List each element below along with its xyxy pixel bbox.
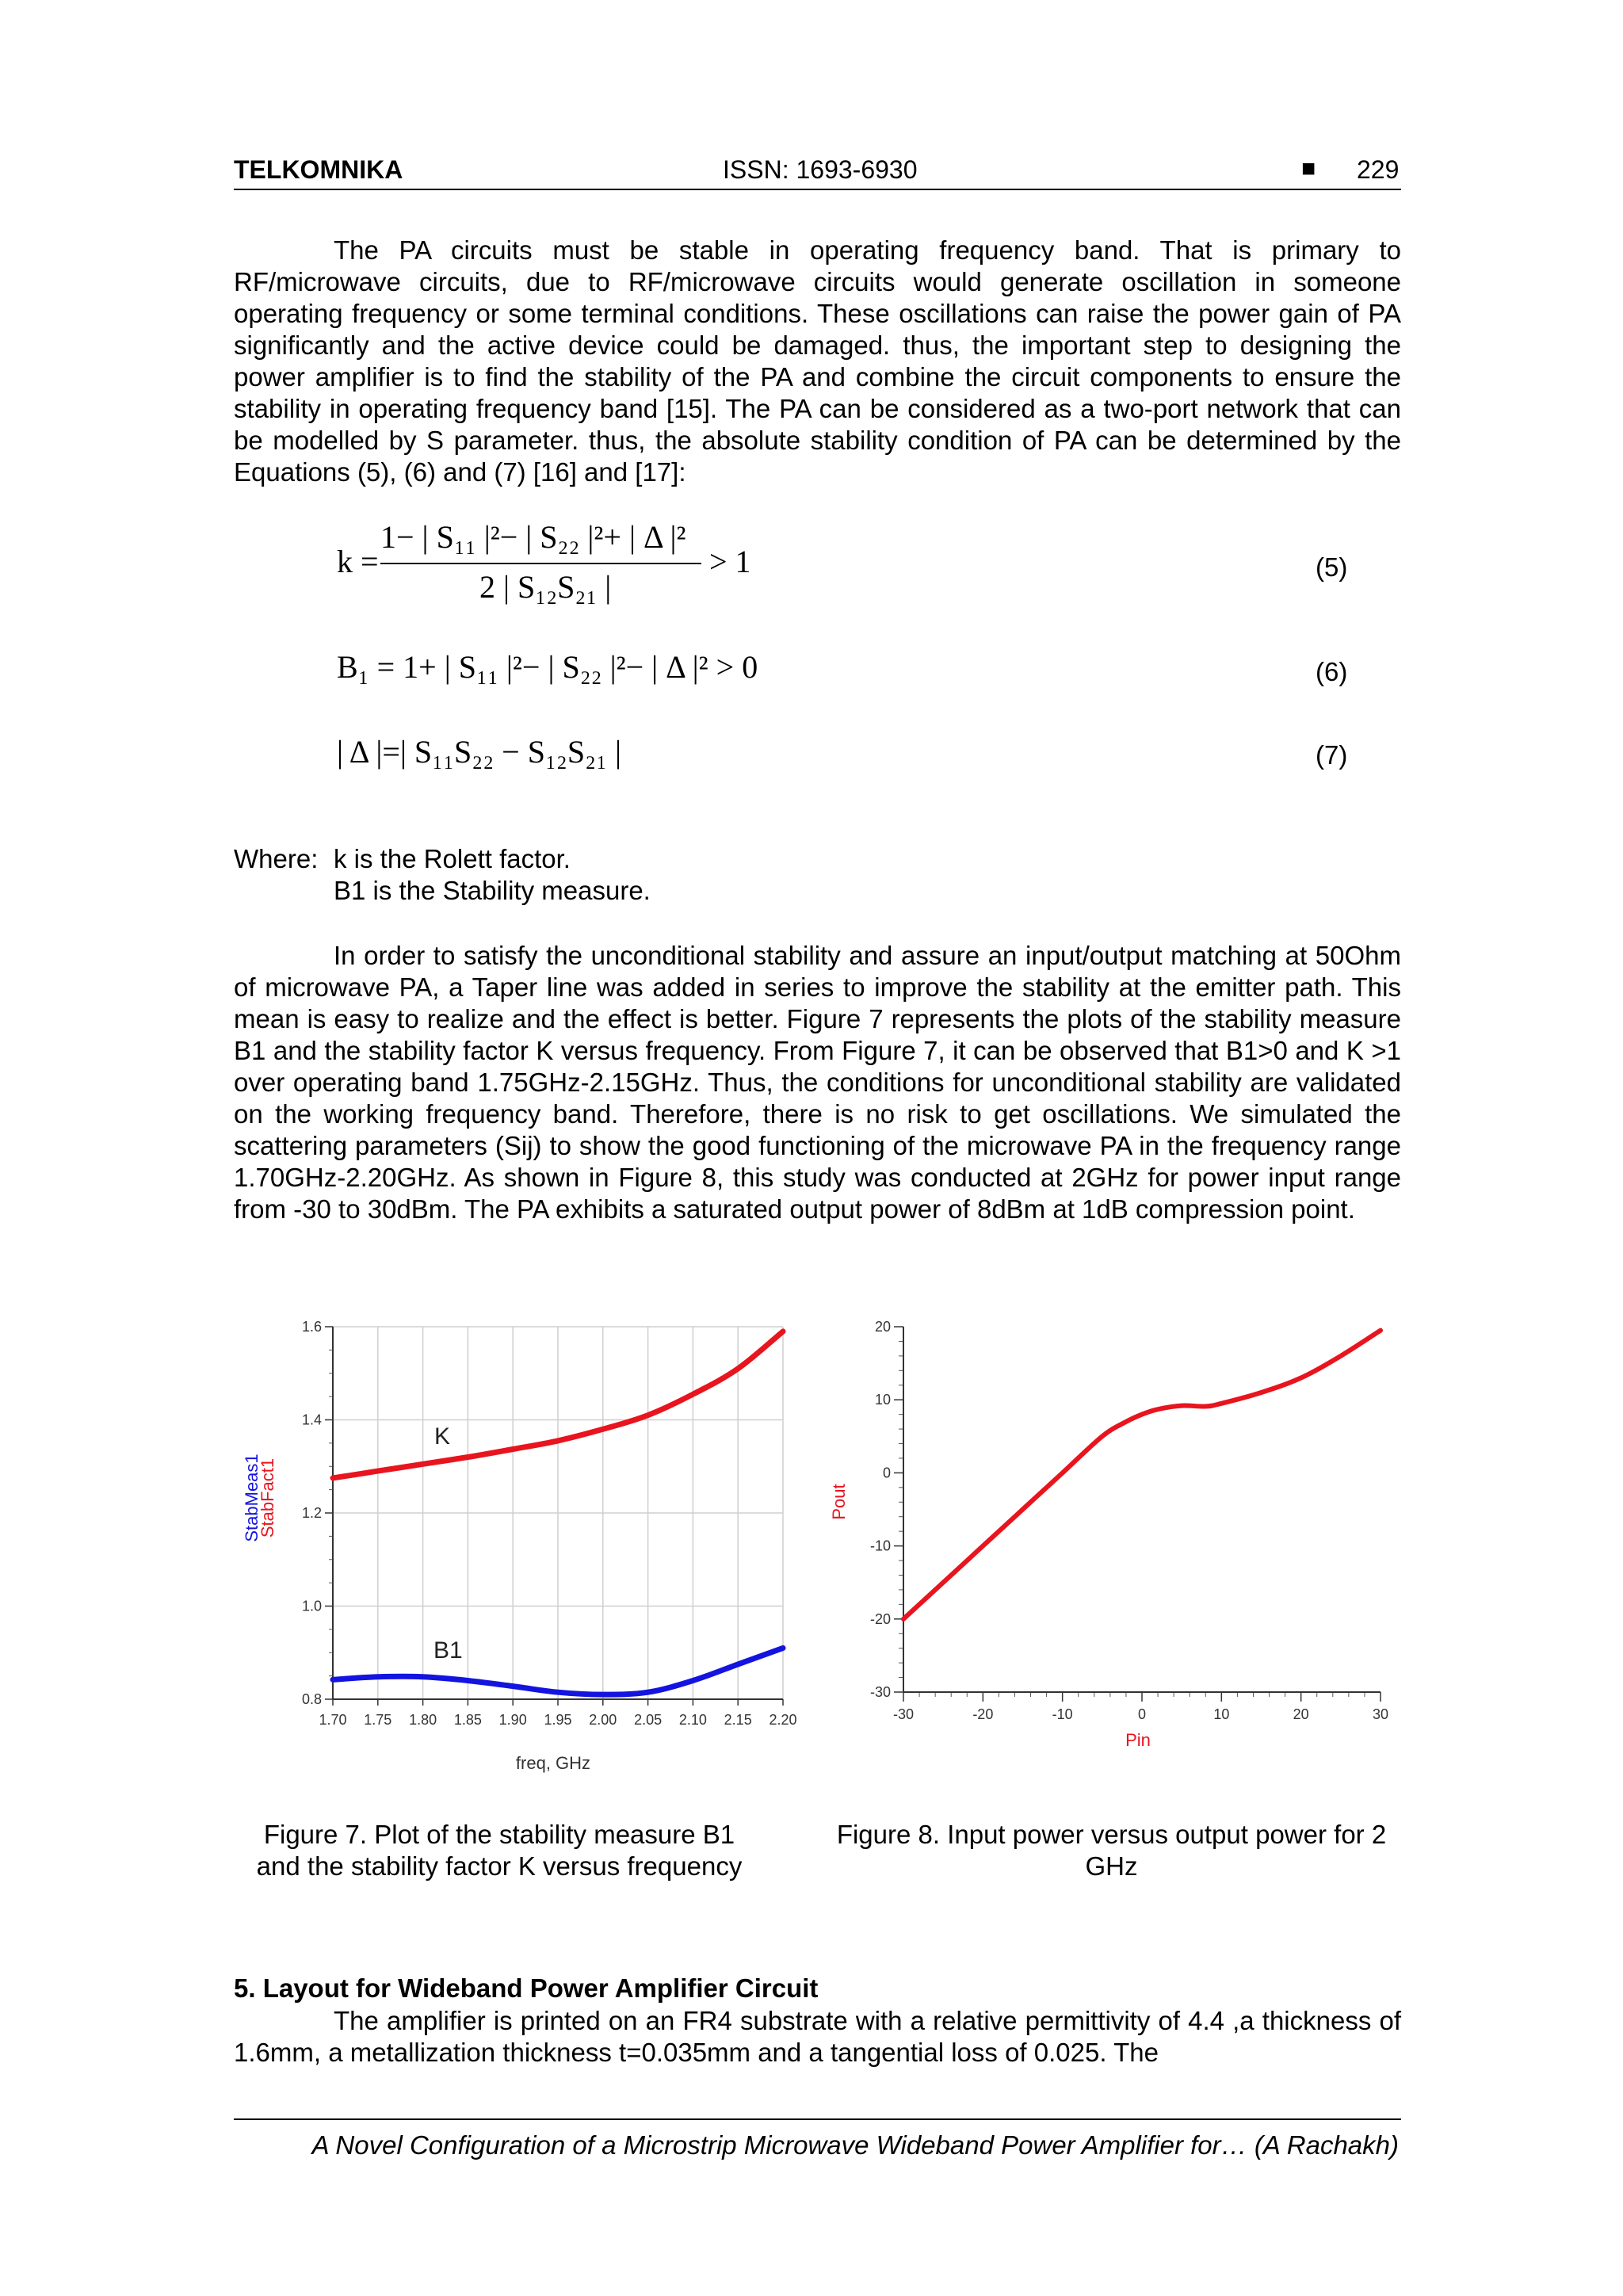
where-label: Where: [234, 844, 319, 873]
figure-7-y-label-stabmeas: StabMeas1 [242, 1454, 262, 1542]
where-definition-b1: B1 is the Stability measure. [334, 876, 651, 905]
figure-7-curve-label-k: K [434, 1423, 451, 1450]
figure-8-x-tick-label: 30 [1372, 1706, 1389, 1722]
figure-7-y-tick-label: 0.8 [301, 1691, 322, 1707]
figure-8-chart [824, 1308, 1395, 1767]
figure-8-y-tick-label: -30 [869, 1684, 891, 1700]
equation-6: B₁ = 1+ | S₁₁ |²− | S₂₂ |²− | Δ |² > 0 [337, 649, 758, 685]
figure-7-x-tick-label: 1.70 [319, 1712, 347, 1728]
figure-8-x-tick-label: -30 [892, 1706, 915, 1722]
running-journal-title: TELKOMNIKA [234, 155, 403, 184]
figure-7-x-axis-label: freq, GHz [515, 1753, 591, 1773]
figure-8-series-pout-line [903, 1331, 1381, 1619]
equation-5-fraction-bar [380, 563, 701, 564]
figure-8-caption: Figure 8. Input power versus output power for 2 GHz [836, 1820, 1387, 1881]
running-footer: A Novel Configuration of a Microstrip Microwave Wideband Power Amplifier for… (A Rachakh) [311, 2130, 1399, 2160]
footer-rule [234, 2118, 1401, 2120]
equation-5-lhs: k = [337, 544, 379, 579]
figure-8-y-axis-label: Pout [829, 1484, 849, 1520]
section-5-heading: 5. Layout for Wideband Power Amplifier Circuit [234, 1973, 819, 2003]
equation-5-numerator: 1− | S₁₁ |²− | S₂₂ |²+ | Δ |² [380, 519, 686, 555]
section-5-paragraph [234, 2005, 1401, 2069]
figure-7-chart [238, 1308, 808, 1791]
figure-7-x-tick-label: 2.05 [634, 1712, 663, 1728]
figure-8-series [903, 1331, 1381, 1619]
figure-7-y-tick-label: 1.6 [301, 1319, 322, 1335]
paragraph-stability-intro-text: The PA circuits must be stable in operating frequency band. That is primary to RF/microwave circuits, due to RF/microwave circuits would generate oscillation in someone operating frequency or some terminal conditions. These oscillations can raise the power gain of PA significantly and the active device could be damaged. thus, the important step to designing the power amplifier is to find the stability of the PA and combine the circuit components to ensure the stability in operating frequency band [15]. The PA can be considered as a two-port network that can be modelled by S parameter. thus, the absolute stability condition of PA can be determined by the Equations (5), (6) and (7) [16] and [17]: [234, 235, 1401, 487]
figure-7-x-tick-label: 2.20 [769, 1712, 797, 1728]
paragraph-stability-results [234, 940, 1401, 1225]
figure-7-x-tick-label: 2.15 [724, 1712, 752, 1728]
figure-8-y-tick-label: 20 [874, 1319, 891, 1335]
figure-8-x-tick-label: -10 [1052, 1706, 1073, 1722]
figure-8-tick-labels [870, 1319, 1388, 1722]
header-rule [234, 189, 1401, 190]
figure-7-x-tick-label: 1.85 [453, 1712, 482, 1728]
equation-7-number: (7) [1316, 740, 1348, 770]
figure-8-x-tick-label: 20 [1293, 1706, 1309, 1722]
figure-8-y-tick-label: -10 [869, 1538, 891, 1554]
figure-7-caption: Figure 7. Plot of the stability measure B1 and the stability factor K versus frequency [256, 1820, 743, 1881]
where-definition-k: k is the Rolett factor. [334, 844, 571, 873]
section-5-paragraph-text: The amplifier is printed on an FR4 substrate with a relative permittivity of 4.4 ,a thickness of 1.6mm, a metallization thickness t=0.035mm and a tangential loss of 0.025. The [234, 2006, 1401, 2067]
figure-7-x-tick-label: 1.80 [409, 1712, 437, 1728]
figure-7-x-tick-label: 1.95 [544, 1712, 572, 1728]
header-square-marker: ■ [1301, 155, 1316, 181]
figure-8-x-tick-label: 10 [1213, 1706, 1230, 1722]
figure-7-y-label-stabfact: StabFact1 [258, 1457, 277, 1538]
figure-8-y-tick-label: 0 [882, 1465, 891, 1481]
figure-7-y-tick-label: 1.0 [301, 1598, 322, 1614]
paragraph-stability-results-text: In order to satisfy the unconditional stability and assure an input/output matching at 50Ohm of microwave PA, a Taper line was added in series to improve the stability at the emitter path. This mean is easy to realize and the effect is better. Figure 7 represents the plots of the stability measure B1 and the stability factor K versus frequency. From Figure 7, it can be observed that B1>0 and K >1 over operating band 1.75GHz-2.15GHz. Thus, the conditions for unconditional stability are validated on the working frequency band. Therefore, there is no risk to get oscillations. We simulated the scattering parameters (Sij) to show the good functioning of the microwave PA in the frequency range 1.70GHz-2.20GHz. As shown in Figure 8, this study was conducted at 2GHz for power input range from -30 to 30dBm. The PA exhibits a saturated output power of 8dBm at 1dB compression point. [234, 941, 1401, 1224]
figure-7-x-tick-label: 1.75 [364, 1712, 392, 1728]
figure-7-y-tick-label: 1.2 [301, 1505, 322, 1521]
figure-8-x-tick-label: 0 [1137, 1706, 1147, 1722]
figure-7-curve-label-b1: B1 [433, 1637, 463, 1664]
equation-6-number: (6) [1316, 657, 1348, 686]
equation-5-number: (5) [1316, 552, 1348, 582]
figure-8-axes [894, 1327, 1381, 1702]
figure-7-x-tick-label: 2.00 [589, 1712, 617, 1728]
figure-8-x-tick-label: -20 [972, 1706, 994, 1722]
figure-7-y-tick-label: 1.4 [301, 1412, 322, 1428]
equation-5-denominator: 2 | S₁₂S₂₁ | [479, 569, 612, 605]
paragraph-stability-intro [234, 235, 1401, 488]
figure-8-y-tick-label: -20 [869, 1610, 891, 1627]
figure-8-x-axis-label: Pin [1125, 1730, 1151, 1750]
equation-5-rhs: > 1 [709, 544, 751, 579]
figure-7-x-tick-label: 1.90 [498, 1712, 527, 1728]
equation-7: | Δ |=| S₁₁S₂₂ − S₁₂S₂₁ | [337, 734, 622, 770]
running-issn: ISSN: 1693-6930 [723, 155, 918, 184]
figure-8-y-tick-label: 10 [874, 1392, 891, 1408]
figure-7-x-tick-label: 2.10 [678, 1712, 707, 1728]
page-number: 229 [1357, 155, 1400, 184]
